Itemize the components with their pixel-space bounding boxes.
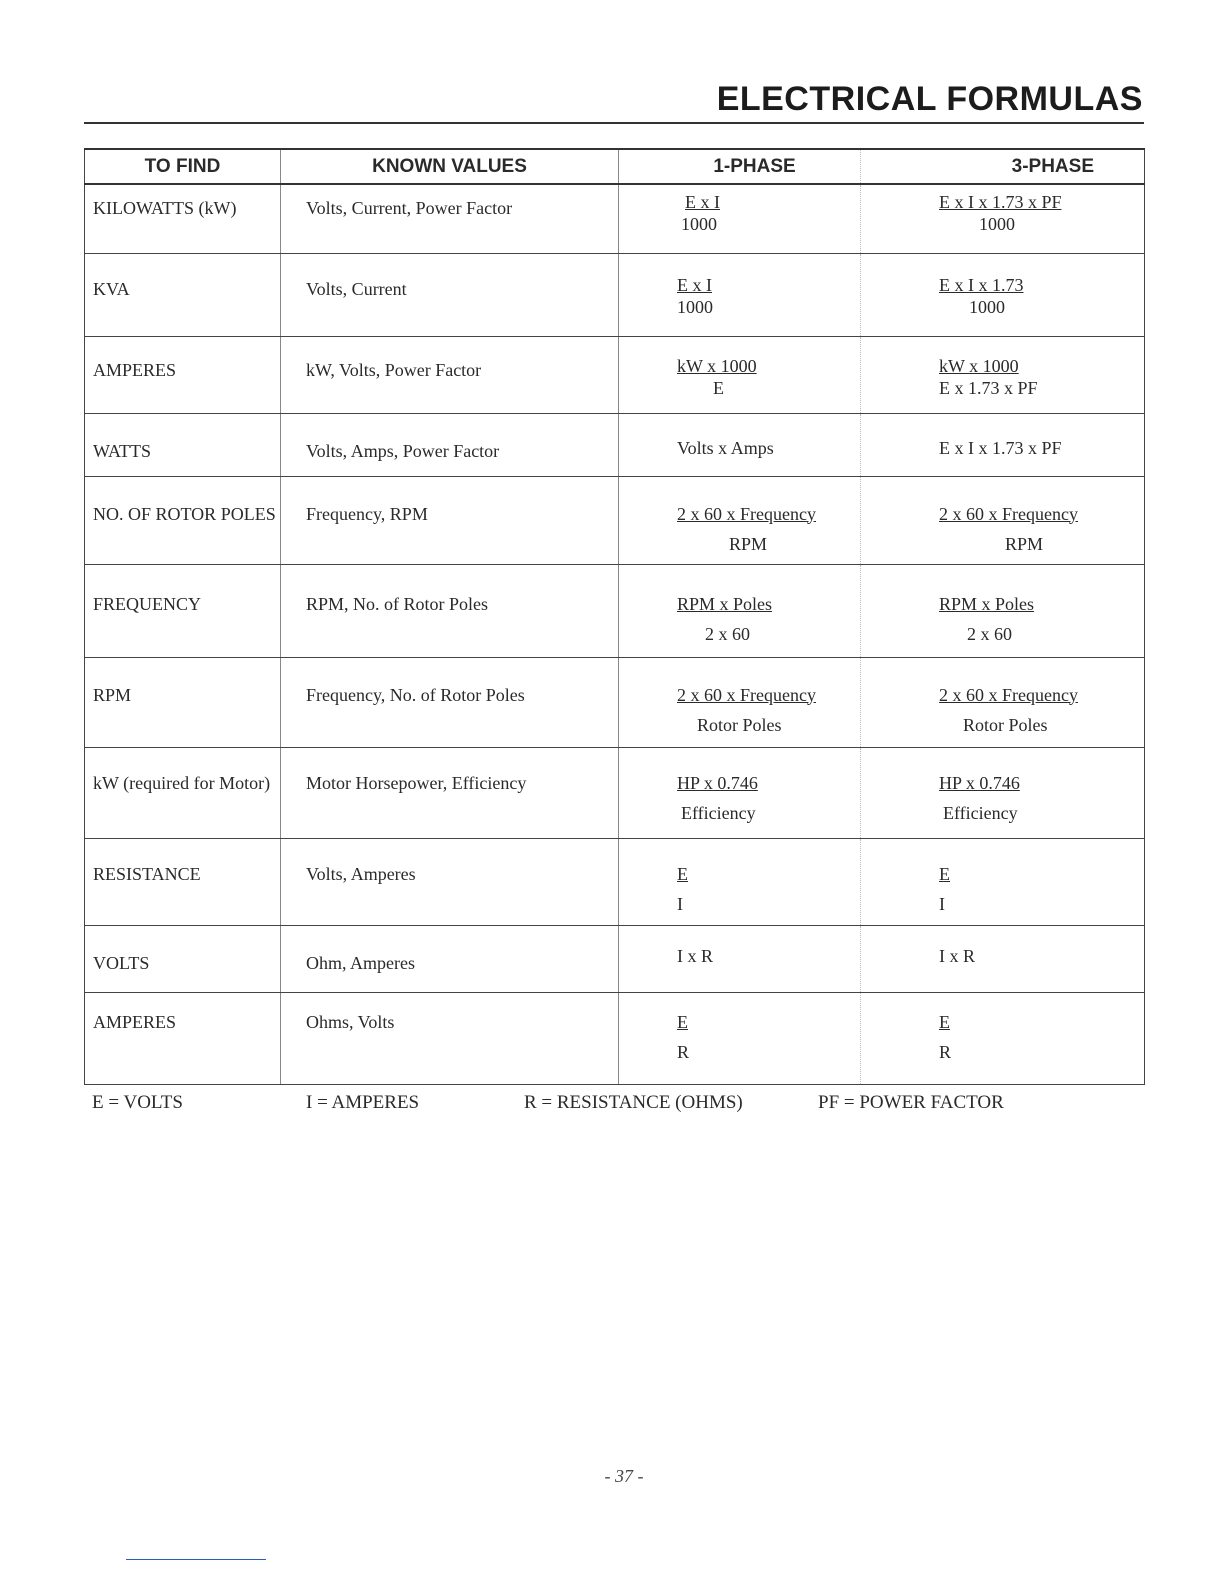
phase3-formula [861, 657, 1145, 747]
denominator: Efficiency [943, 802, 1018, 823]
denominator: RPM [1005, 533, 1044, 554]
to-find-cell: VOLTS [85, 925, 281, 992]
known-values-cell: Frequency, RPM [281, 476, 619, 564]
numerator: E [939, 1011, 950, 1032]
phase3-formula [861, 747, 1145, 838]
table-row [85, 336, 1145, 413]
header-3-phase: 3-PHASE [861, 149, 1145, 184]
numerator: RPM x Poles [677, 593, 773, 614]
numerator: E [677, 1011, 688, 1032]
table-row [85, 476, 1145, 564]
phase3-formula [861, 253, 1145, 336]
denominator: R [939, 1041, 952, 1062]
numerator: kW x 1000 [677, 355, 757, 376]
known-values-cell: Motor Horsepower, Efficiency [281, 747, 619, 838]
to-find-cell: KILOWATTS (kW) [85, 184, 281, 253]
denominator: 2 x 60 [705, 623, 750, 644]
to-find-cell: FREQUENCY [85, 564, 281, 657]
table-row [85, 413, 1145, 476]
legend-power-factor: PF = POWER FACTOR [818, 1092, 1004, 1113]
numerator: 2 x 60 x Frequency [677, 503, 816, 524]
known-values-cell: Ohms, Volts [281, 992, 619, 1084]
phase3-formula: E x I x 1.73 x PF [861, 413, 1145, 476]
known-values-cell: Volts, Current, Power Factor [281, 184, 619, 253]
page-title: ELECTRICAL FORMULAS [716, 80, 1143, 118]
phase3-formula [861, 564, 1145, 657]
formulas-table [84, 148, 1145, 1085]
denominator: 2 x 60 [967, 623, 1012, 644]
table-row [85, 992, 1145, 1084]
phase3-formula [861, 184, 1145, 253]
to-find-cell: AMPERES [85, 336, 281, 413]
denominator: 1000 [681, 214, 717, 234]
phase1-formula [619, 747, 861, 838]
to-find-cell: RPM [85, 657, 281, 747]
denominator: 1000 [677, 296, 713, 317]
legend-amperes: I = AMPERES [306, 1092, 420, 1113]
denominator: 1000 [969, 296, 1005, 317]
denominator: R [677, 1041, 690, 1062]
header-to-find: TO FIND [85, 149, 281, 184]
phase1-formula [619, 564, 861, 657]
legend-resistance: R = RESISTANCE (OHMS) [524, 1092, 743, 1113]
numerator: 2 x 60 x Frequency [939, 684, 1078, 705]
phase3-formula [861, 992, 1145, 1084]
phase1-formula [619, 838, 861, 925]
table-row [85, 184, 1145, 253]
numerator: E [677, 863, 688, 884]
numerator: 2 x 60 x Frequency [939, 503, 1078, 524]
denominator: I [939, 893, 945, 914]
numerator: HP x 0.746 [677, 772, 758, 793]
table-row [85, 657, 1145, 747]
numerator: HP x 0.746 [939, 772, 1020, 793]
known-values-cell: kW, Volts, Power Factor [281, 336, 619, 413]
phase1-formula [619, 253, 861, 336]
denominator: E [713, 377, 724, 398]
denominator: Rotor Poles [963, 714, 1048, 735]
denominator: Efficiency [681, 802, 756, 823]
footer-rule [126, 1559, 266, 1560]
table-row [85, 564, 1145, 657]
known-values-cell: Volts, Amps, Power Factor [281, 413, 619, 476]
table-row [85, 747, 1145, 838]
numerator: E x I x 1.73 [939, 274, 1024, 295]
numerator: 2 x 60 x Frequency [677, 684, 816, 705]
header-known-values: KNOWN VALUES [281, 149, 619, 184]
to-find-cell: KVA [85, 253, 281, 336]
title-rule [84, 122, 1144, 124]
denominator: E x 1.73 x PF [939, 377, 1038, 398]
known-values-cell: Frequency, No. of Rotor Poles [281, 657, 619, 747]
numerator: kW x 1000 [939, 355, 1019, 376]
phase1-formula [619, 476, 861, 564]
known-values-cell: Volts, Current [281, 253, 619, 336]
page-number: - 37 - [604, 1466, 644, 1486]
phase1-formula [619, 992, 861, 1084]
phase1-formula [619, 336, 861, 413]
phase1-formula [619, 657, 861, 747]
known-values-cell: Ohm, Amperes [281, 925, 619, 992]
phase3-formula [861, 476, 1145, 564]
known-values-cell: Volts, Amperes [281, 838, 619, 925]
to-find-cell: WATTS [85, 413, 281, 476]
table-row [85, 838, 1145, 925]
phase1-formula [619, 184, 861, 253]
numerator: E x I [685, 192, 720, 212]
to-find-cell: kW (required for Motor) [85, 747, 281, 838]
denominator: RPM [729, 533, 768, 554]
table-row [85, 925, 1145, 992]
numerator: E [939, 863, 950, 884]
to-find-cell: AMPERES [85, 992, 281, 1084]
table-row [85, 253, 1145, 336]
numerator: E x I x 1.73 x PF [939, 192, 1062, 212]
header-row [85, 149, 1145, 184]
header-1-phase: 1-PHASE [619, 149, 861, 184]
to-find-cell: RESISTANCE [85, 838, 281, 925]
to-find-cell: NO. OF ROTOR POLES [85, 476, 281, 564]
phase3-formula [861, 336, 1145, 413]
numerator: RPM x Poles [939, 593, 1035, 614]
phase3-formula [861, 838, 1145, 925]
denominator: 1000 [979, 214, 1015, 234]
legend-volts: E = VOLTS [92, 1092, 183, 1113]
phase3-formula: I x R [861, 925, 1145, 992]
numerator: E x I [677, 274, 712, 295]
denominator: I [677, 893, 683, 914]
phase1-formula: I x R [619, 925, 861, 992]
phase1-formula: Volts x Amps [619, 413, 861, 476]
known-values-cell: RPM, No. of Rotor Poles [281, 564, 619, 657]
denominator: Rotor Poles [697, 714, 782, 735]
